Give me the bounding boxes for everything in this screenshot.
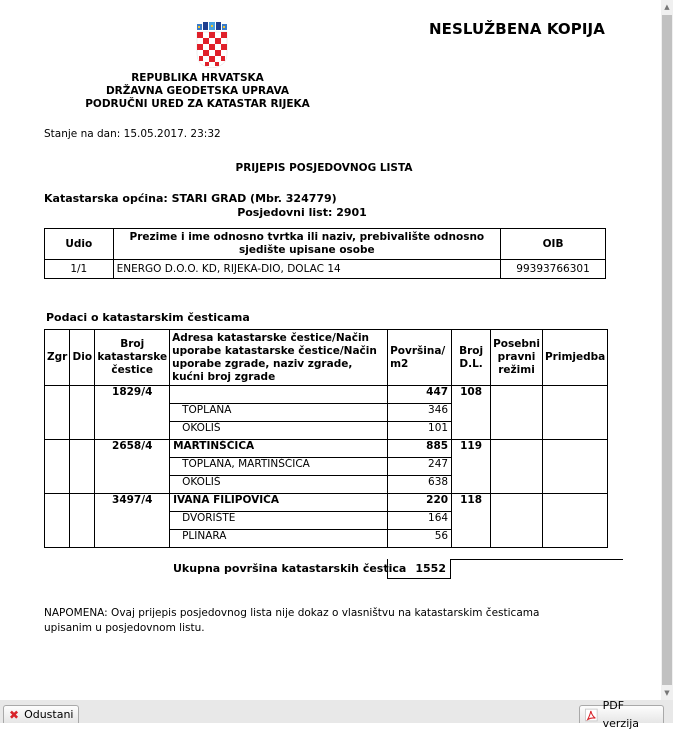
parcel-number: 1829/4: [95, 386, 170, 440]
owner-oib: 99393766301: [501, 260, 606, 279]
parcel-address: IVANA FILIPOVIĆA: [170, 494, 388, 512]
pdf-version-button[interactable]: [579, 698, 664, 730]
scroll-up-arrow-icon[interactable]: ▲: [664, 3, 670, 11]
header-share: Udio: [45, 229, 114, 260]
cancel-button-label: Odustani: [24, 707, 74, 721]
parcel-usage: OKOLIŠ: [170, 476, 388, 494]
vertical-scrollbar[interactable]: [661, 0, 673, 700]
parcel-usage: TOPLANA: [170, 404, 388, 422]
parcel-row: [45, 440, 608, 458]
header-address: Adresa katastarske čestice/Način uporabe katastarske čestice/Način uporabe zgrade, naziv zgrade, kućni broj zgrade: [170, 330, 388, 386]
parcel-number: 2658/4: [95, 440, 170, 494]
header-parcel-number: Broj katastarske čestice: [95, 330, 170, 386]
owner-share: 1/1: [45, 260, 114, 279]
parcel-number: 3497/4: [95, 494, 170, 548]
parcel-part: [70, 386, 95, 440]
parcels-header-row: [45, 330, 608, 386]
pdf-button-label: PDF verzija: [602, 698, 640, 730]
header-line-agency: DRŽAVNA GEODETSKA UPRAVA: [105, 85, 290, 97]
scrollbar-thumb[interactable]: [662, 15, 672, 685]
parcel-part: [70, 494, 95, 548]
parcel-usage-area: 101: [388, 422, 452, 440]
parcels-table: [44, 329, 608, 548]
parcel-area: 220: [388, 494, 452, 512]
parcels-section-title: Podaci o katastarskim česticama: [46, 311, 250, 324]
parcel-dl-number: 108: [452, 386, 491, 440]
parcel-usage-area: 346: [388, 404, 452, 422]
parcel-usage: TOPLANA, MARTINŠĆICA: [170, 458, 388, 476]
total-area-label: Ukupna površina katastarskih čestica: [173, 562, 407, 575]
disclaimer-note: NAPOMENA: Ovaj prijepis posjedovnog lista nije dokaz o vlasništvu na katastarskim česticama upisanim u posjedovnom listu.: [44, 607, 540, 634]
pdf-icon: [585, 708, 598, 722]
parcel-row: [45, 386, 608, 404]
header-legal-regimes: Posebni pravni režimi: [491, 330, 543, 386]
status-date: Stanje na dan: 15.05.2017. 23:32: [44, 128, 221, 140]
owner-name: ENERGO D.O.O. KD, RIJEKA-DIO, DOLAC 14: [113, 260, 500, 279]
parcel-legal-regimes: [491, 386, 543, 440]
parcel-usage: PLINARA: [170, 530, 388, 548]
parcel-legal-regimes: [491, 494, 543, 548]
header-part: Dio: [70, 330, 95, 386]
table-bottom-rule: [451, 559, 623, 560]
header-line-office: PODRUČNI URED ZA KATASTAR RIJEKA: [85, 98, 310, 110]
header-owner-name: Prezime i ime odnosno tvrtka ili naziv, prebivalište odnosno sjedište upisane osobe: [113, 229, 500, 260]
table-row: [45, 260, 606, 279]
scroll-down-arrow-icon[interactable]: ▼: [664, 689, 670, 697]
parcel-remark: [542, 440, 607, 494]
parcel-dl-number: 118: [452, 494, 491, 548]
header-dl-number: Broj D.L.: [452, 330, 491, 386]
croatian-coat-of-arms-icon: [196, 22, 228, 68]
owners-header-row: [45, 229, 606, 260]
institution-header: [44, 72, 351, 111]
owners-table: [44, 228, 606, 279]
header-oib: OIB: [501, 229, 606, 260]
parcel-row: [45, 494, 608, 512]
cadastral-municipality: Katastarska općina: STARI GRAD (Mbr. 324779): [44, 192, 337, 205]
header-area: Površina/ m2: [388, 330, 452, 386]
document-title: PRIJEPIS POSJEDOVNOG LISTA: [235, 162, 413, 174]
parcel-building: [45, 440, 70, 494]
dialog-footer: [0, 698, 673, 730]
parcel-building: [45, 386, 70, 440]
parcel-area: 885: [388, 440, 452, 458]
parcel-area: 447: [388, 386, 452, 404]
parcel-usage: DVORIŠTE: [170, 512, 388, 530]
parcel-usage-area: 56: [388, 530, 452, 548]
possession-sheet-number: Posjedovni list: 2901: [237, 206, 367, 219]
close-icon: ✖: [9, 707, 20, 722]
cancel-button[interactable]: [3, 705, 79, 723]
parcel-address: MARTINŠĆICA: [170, 440, 388, 458]
header-line-republic: REPUBLIKA HRVATSKA: [131, 72, 264, 84]
parcel-dl-number: 119: [452, 440, 491, 494]
unofficial-copy-watermark: NESLUŽBENA KOPIJA: [429, 20, 605, 38]
parcel-legal-regimes: [491, 440, 543, 494]
parcel-part: [70, 440, 95, 494]
header-remark: Primjedba: [542, 330, 607, 386]
parcel-usage-area: 164: [388, 512, 452, 530]
header-building: Zgr: [45, 330, 70, 386]
parcel-address: [170, 386, 388, 404]
parcel-usage-area: 247: [388, 458, 452, 476]
parcel-usage-area: 638: [388, 476, 452, 494]
total-area-value: 1552: [387, 559, 451, 579]
parcel-remark: [542, 494, 607, 548]
parcel-usage: OKOLIŠ: [170, 422, 388, 440]
parcel-building: [45, 494, 70, 548]
parcel-remark: [542, 386, 607, 440]
